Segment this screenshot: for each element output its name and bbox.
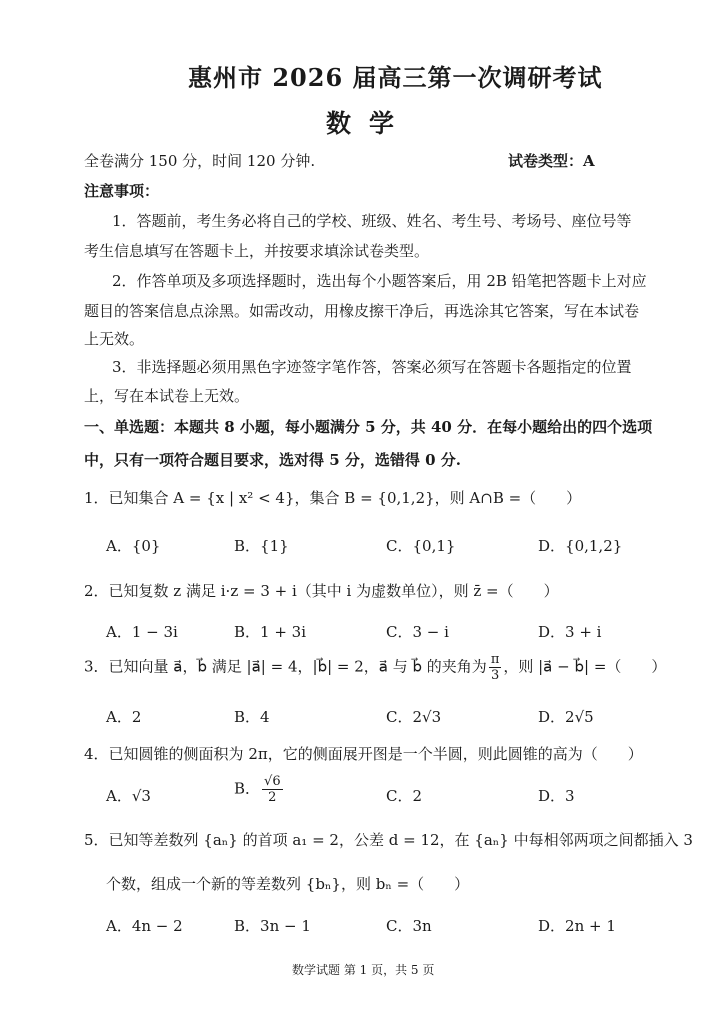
question-4-option-a: A．√3 bbox=[106, 787, 151, 805]
question-2-stem: 2．已知复数 z 满足 i·z = 3 + i（其中 i 为虚数单位），则 z̄ =（ ） bbox=[84, 582, 559, 600]
question-3-angle-denominator: 3 bbox=[490, 668, 500, 683]
note-2-line-1: 2．作答单项及多项选择题时，选出每个小题答案后，用 2B 铅笔把答题卡上对应 bbox=[112, 272, 647, 290]
question-5-stem-line-2: 个数，组成一个新的等差数列 {bₙ}，则 bₙ =（ ） bbox=[106, 875, 470, 893]
question-5-option-b: B．3n − 1 bbox=[234, 917, 311, 935]
question-2-option-c: C．3 − i bbox=[386, 623, 449, 641]
question-3-angle-numerator: π bbox=[490, 652, 500, 667]
question-5-option-a: A．4n − 2 bbox=[106, 917, 183, 935]
question-4-option-b-fraction bbox=[262, 774, 283, 805]
question-3-option-c: C．2√3 bbox=[386, 708, 442, 726]
question-2-option-a: A．1 − 3i bbox=[106, 623, 178, 641]
subject-title: 数学 bbox=[326, 109, 413, 138]
question-3-stem bbox=[84, 652, 666, 683]
question-4-option-c: C．2 bbox=[386, 787, 423, 805]
question-1-stem: 1．已知集合 A = {x | x² < 4}，集合 B = {0,1,2}，则 A∩B =（ ） bbox=[84, 489, 582, 507]
paper-type: 试卷类型：A bbox=[508, 152, 595, 170]
note-1-line-2: 考生信息填写在答题卡上，并按要求填涂试卷类型。 bbox=[84, 242, 430, 260]
question-3-stem-post: ，则 |a⃗ − b⃗| =（ ） bbox=[503, 657, 667, 676]
question-4-stem: 4．已知圆锥的侧面积为 2π，它的侧面展开图是一个半圆，则此圆锥的高为（ ） bbox=[84, 745, 643, 763]
question-5-option-c: C．3n bbox=[386, 917, 432, 935]
question-5-option-d: D．2n + 1 bbox=[538, 917, 616, 935]
question-1-option-b: B．{1} bbox=[234, 537, 289, 555]
note-3-line-1: 3．非选择题必须用黑色字迹签字笔作答，答案必须写在答题卡各题指定的位置 bbox=[112, 358, 632, 376]
notes-heading: 注意事项： bbox=[84, 182, 160, 200]
section-1-line-1: 一、单选题：本题共 8 小题，每小题满分 5 分，共 40 分．在每小题给出的四个选项 bbox=[84, 418, 653, 436]
question-4-option-b-denominator: 2 bbox=[268, 790, 277, 805]
question-3-stem-pre: 3．已知向量 a⃗，b⃗ 满足 |a⃗| = 4，|b⃗| = 2，a⃗ 与 b⃗ 的夹角为 bbox=[84, 657, 487, 676]
page-footer: 数学试题 第 1 页，共 5 页 bbox=[292, 963, 435, 977]
question-4-option-b-label: B． bbox=[234, 779, 261, 798]
exam-title: 惠州市 2026 届高三第一次调研考试 bbox=[188, 63, 603, 92]
note-1-line-1: 1．答题前，考生务必将自己的学校、班级、姓名、考生号、考场号、座位号等 bbox=[112, 212, 632, 230]
question-3-angle-fraction bbox=[489, 652, 502, 683]
question-4-option-b-numerator: √6 bbox=[264, 774, 281, 789]
question-2-option-b: B．1 + 3i bbox=[234, 623, 307, 641]
question-4-option-b bbox=[234, 774, 285, 805]
note-2-line-3: 上无效。 bbox=[84, 330, 145, 348]
question-1-option-d: D．{0,1,2} bbox=[538, 537, 623, 555]
exam-info: 全卷满分 150 分，时间 120 分钟. bbox=[84, 152, 316, 170]
section-1-line-2: 中，只有一项符合题目要求，选对得 5 分，选错得 0 分. bbox=[84, 451, 461, 469]
question-4-option-d: D．3 bbox=[538, 787, 575, 805]
note-3-line-2: 上，写在本试卷上无效。 bbox=[84, 387, 250, 405]
note-2-line-2: 题目的答案信息点涂黑。如需改动，用橡皮擦干净后，再选涂其它答案，写在本试卷 bbox=[84, 302, 640, 320]
question-3-option-d: D．2√5 bbox=[538, 708, 594, 726]
question-3-option-b: B．4 bbox=[234, 708, 270, 726]
question-2-option-d: D．3 + i bbox=[538, 623, 602, 641]
question-5-stem-line-1: 5．已知等差数列 {aₙ} 的首项 a₁ = 2，公差 d = 12，在 {aₙ} 中每相邻两项之间都插入 3 bbox=[84, 831, 693, 849]
question-1-option-a: A．{0} bbox=[106, 537, 161, 555]
question-1-option-c: C．{0,1} bbox=[386, 537, 456, 555]
question-3-option-a: A．2 bbox=[106, 708, 142, 726]
